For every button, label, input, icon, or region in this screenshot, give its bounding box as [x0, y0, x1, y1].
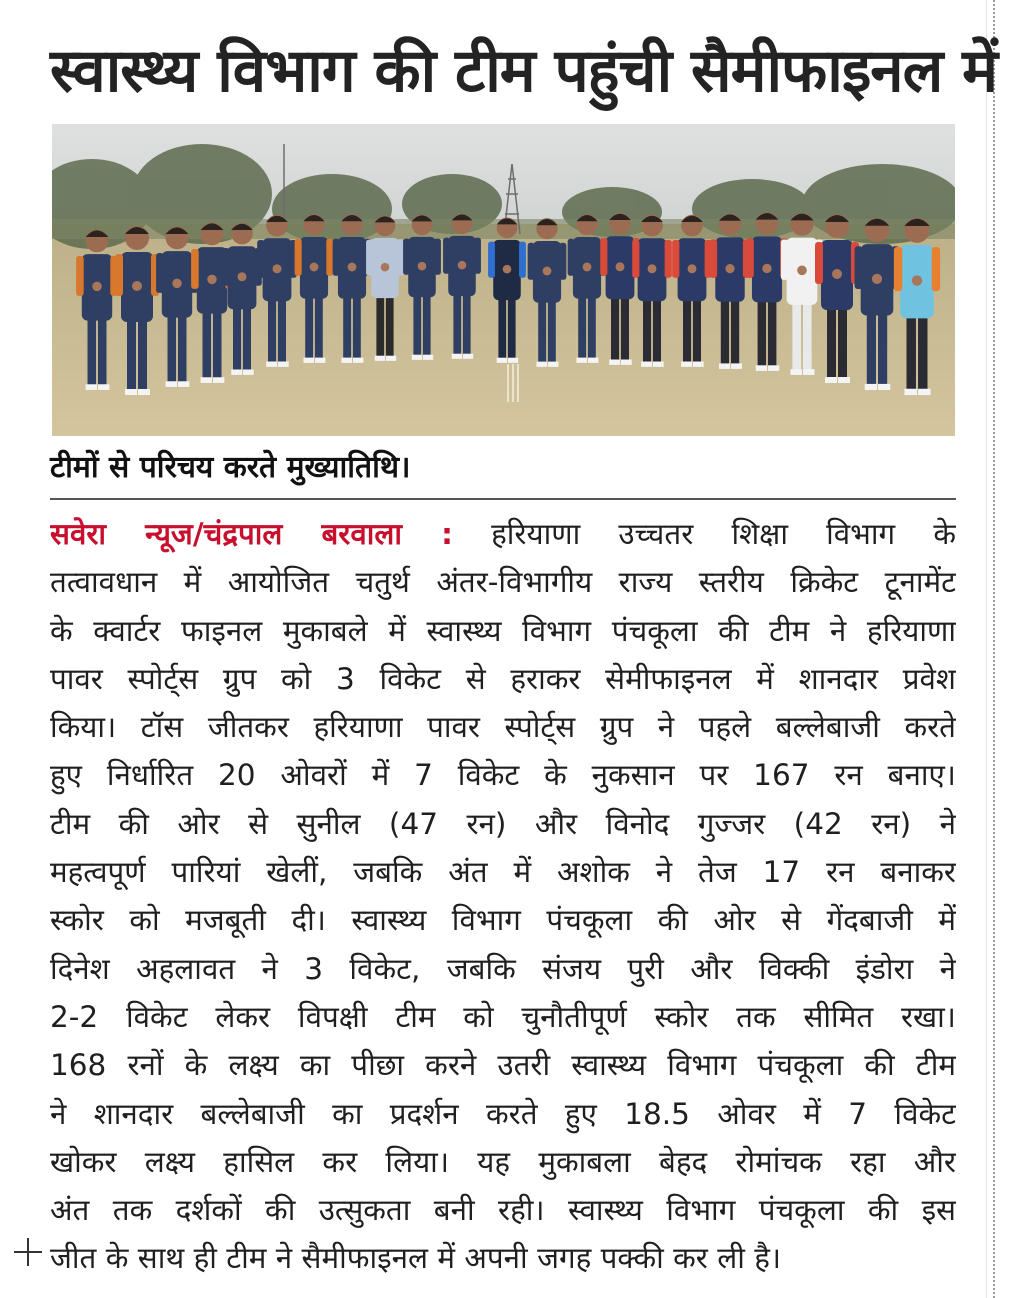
- article-line: जीत के साथ ही टीम ने सैमीफाइनल में अपनी जगह पक्की कर ली है।: [50, 1241, 782, 1276]
- article-line: दिनेश अहलावत ने 3 विकेट, जबकि संजय पुरी और विक्की इंडोरा ने: [50, 951, 956, 986]
- article-line: के क्वार्टर फाइनल मुकाबले में स्वास्थ्य विभाग पंचकूला की टीम ने हरियाणा: [50, 613, 956, 648]
- article-line: खोकर लक्ष्य हासिल कर लिया। यह मुकाबला बेहद रोमांचक रहा और: [50, 1144, 956, 1179]
- article-line: स्कोर को मजबूती दी। स्वास्थ्य विभाग पंचकूला की ओर से गेंदबाजी में: [50, 903, 956, 938]
- crop-mark-icon: [14, 1238, 42, 1266]
- stumps-icon: [507, 364, 519, 402]
- article-line: किया। टॉस जीतकर हरियाणा पावर स्पोर्ट्स ग्रुप ने पहले बल्लेबाजी करते: [50, 710, 956, 745]
- article-text: हरियाणा उच्चतर शिक्षा विभाग के: [452, 517, 956, 551]
- article-line: महत्वपूर्ण पारियां खेलीं, जबकि अंत में अशोक ने तेज 17 रन बनाकर: [50, 855, 956, 890]
- article-line: [50, 510, 956, 558]
- article-body: [50, 510, 956, 1283]
- article-line: हुए निर्धारित 20 ओवरों में 7 विकेट के नुकसान पर 167 रन बनाए।: [50, 758, 956, 793]
- article-line: ने शानदार बल्लेबाजी का प्रदर्शन करते हुए 18.5 ओवर में 7 विकेट: [50, 1096, 956, 1131]
- caption-divider: [50, 498, 956, 500]
- article-line: 168 रनों के लक्ष्य का पीछा करने उतरी स्वास्थ्य विभाग पंचकूला की टीम: [50, 1048, 956, 1083]
- article-line: पावर स्पोर्ट्स ग्रुप को 3 विकेट से हराकर सेमीफाइनल में शानदार प्रवेश: [50, 661, 956, 696]
- article-line: तत्वावधान में आयोजित चतुर्थ अंतर-विभागीय राज्य स्तरीय क्रिकेट टूनामेंट: [50, 565, 956, 600]
- page-edge: [986, 0, 987, 1298]
- team-photo: [52, 124, 955, 436]
- headline: स्वास्थ्य विभाग की टीम पहुंची सैमीफाइनल में: [50, 36, 998, 106]
- article-line: अंत तक दर्शकों की उत्सुकता बनी रही। स्वास्थ्य विभाग पंचकूला की इस: [50, 1193, 956, 1228]
- article-line: 2-2 विकेट लेकर विपक्षी टीम को चुनौतीपूर्ण स्कोर तक सीमित रखा।: [50, 999, 956, 1034]
- article-line: टीम की ओर से सुनील (47 रन) और विनोद गुज्जर (42 रन) ने: [50, 806, 956, 841]
- photo-caption: टीमों से परिचय करते मुख्यातिथि।: [50, 450, 411, 485]
- page-cut-line: [993, 0, 995, 1298]
- byline: सवेरा न्यूज/चंद्रपाल बरवाला :: [50, 517, 453, 551]
